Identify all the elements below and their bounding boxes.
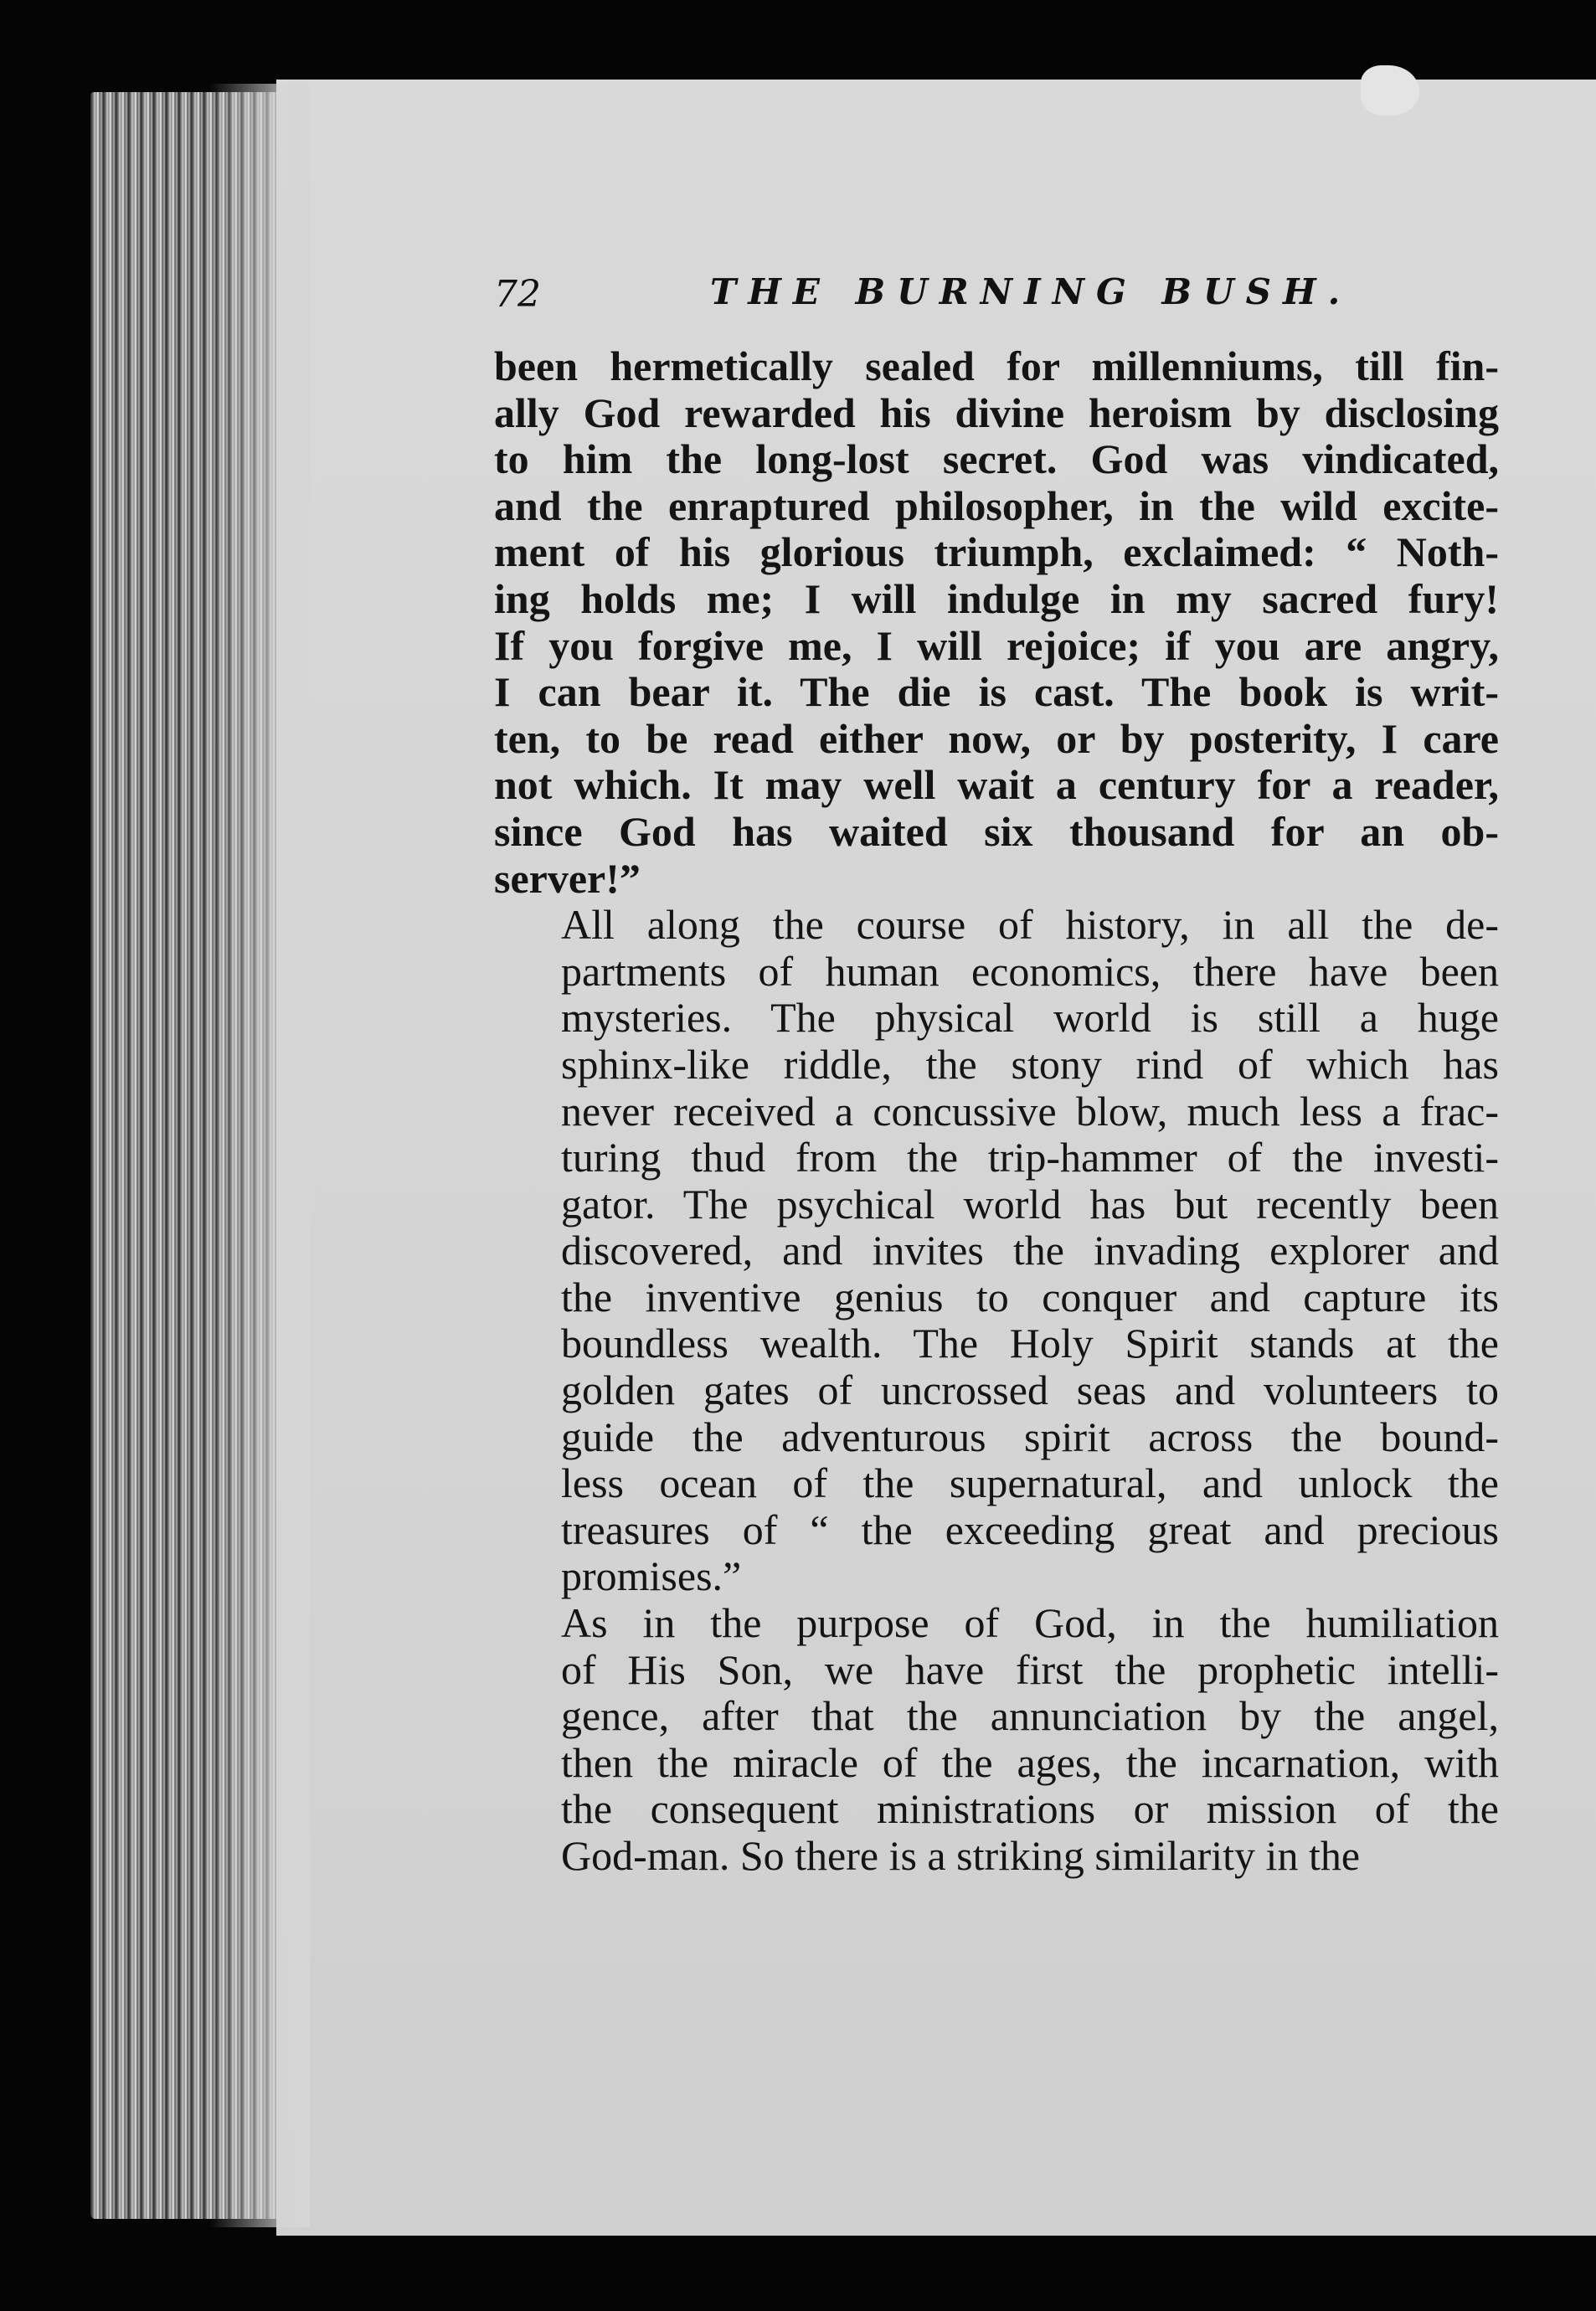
text-line: treasures of “ the exceeding great and precious — [561, 1505, 1499, 1553]
text-line: gator. The psychical world has but recently been — [561, 1180, 1499, 1228]
text-line: never received a concussive blow, much less a frac- — [561, 1087, 1499, 1135]
text-line: ment of his glorious triumph, exclaimed: “ Noth- — [494, 528, 1499, 576]
text-line: ing holds me; I will indulge in my sacred fury! — [494, 574, 1499, 622]
text-line: then the miracle of the ages, the incarnation, with — [561, 1738, 1499, 1786]
text-line: All along the course of history, in all the de- — [561, 901, 1499, 949]
text-line: boundless wealth. The Holy Spirit stands at the — [561, 1320, 1499, 1367]
paper-tear-mark — [1361, 65, 1419, 116]
text-line: guide the adventurous spirit across the bound- — [561, 1413, 1499, 1460]
paragraph-1 — [494, 343, 1499, 902]
page-number: 72 — [494, 273, 541, 316]
page-header — [494, 266, 1499, 333]
text-line: gence, after that the annunciation by the angel, — [561, 1692, 1499, 1740]
text-line: turing thud from the trip-hammer of the investi- — [561, 1134, 1499, 1181]
text-line: of His Son, we have first the prophetic intelli- — [561, 1645, 1499, 1693]
text-line: golden gates of uncrossed seas and volunteers to — [561, 1367, 1499, 1414]
text-line: the consequent ministrations or mission of the — [561, 1785, 1499, 1833]
text-line: partments of human economics, there have been — [561, 947, 1499, 995]
text-line: I can bear it. The die is cast. The book is writ- — [494, 668, 1499, 716]
text-line: mysteries. The physical world is still a huge — [561, 994, 1499, 1042]
text-line: less ocean of the supernatural, and unlock the — [561, 1459, 1499, 1507]
text-line: since God has waited six thousand for an ob- — [494, 807, 1499, 855]
text-line: God-man. So there is a striking similarity in the — [561, 1832, 1361, 1879]
text-line: ten, to be read either now, or by posterity, I care — [494, 714, 1499, 762]
paragraph-2 — [494, 902, 1499, 1600]
text-line: If you forgive me, I will rejoice; if you are angry, — [494, 621, 1499, 669]
running-head: THE BURNING BUSH. — [710, 271, 1352, 312]
text-line: promises.” — [561, 1552, 742, 1600]
paragraph-3 — [494, 1600, 1499, 1880]
text-line: and the enraptured philosopher, in the wild excite- — [494, 481, 1499, 529]
text-line: As in the purpose of God, in the humiliation — [561, 1599, 1499, 1647]
text-line: server!” — [494, 854, 641, 902]
text-line: ally God rewarded his divine heroism by disclosing — [494, 389, 1499, 436]
text-line: the inventive genius to conquer and capture its — [561, 1273, 1499, 1320]
text-line: not which. It may well wait a century for a reader, — [494, 761, 1499, 809]
text-line: discovered, and invites the invading explorer and — [561, 1227, 1499, 1274]
body-text — [494, 343, 1499, 1880]
text-line: to him the long-lost secret. God was vindicated, — [494, 435, 1499, 483]
page-gutter-shadow — [209, 84, 310, 2227]
text-line: sphinx-like riddle, the stony rind of which has — [561, 1040, 1499, 1088]
text-line: been hermetically sealed for millenniums, till fin- — [494, 342, 1499, 389]
